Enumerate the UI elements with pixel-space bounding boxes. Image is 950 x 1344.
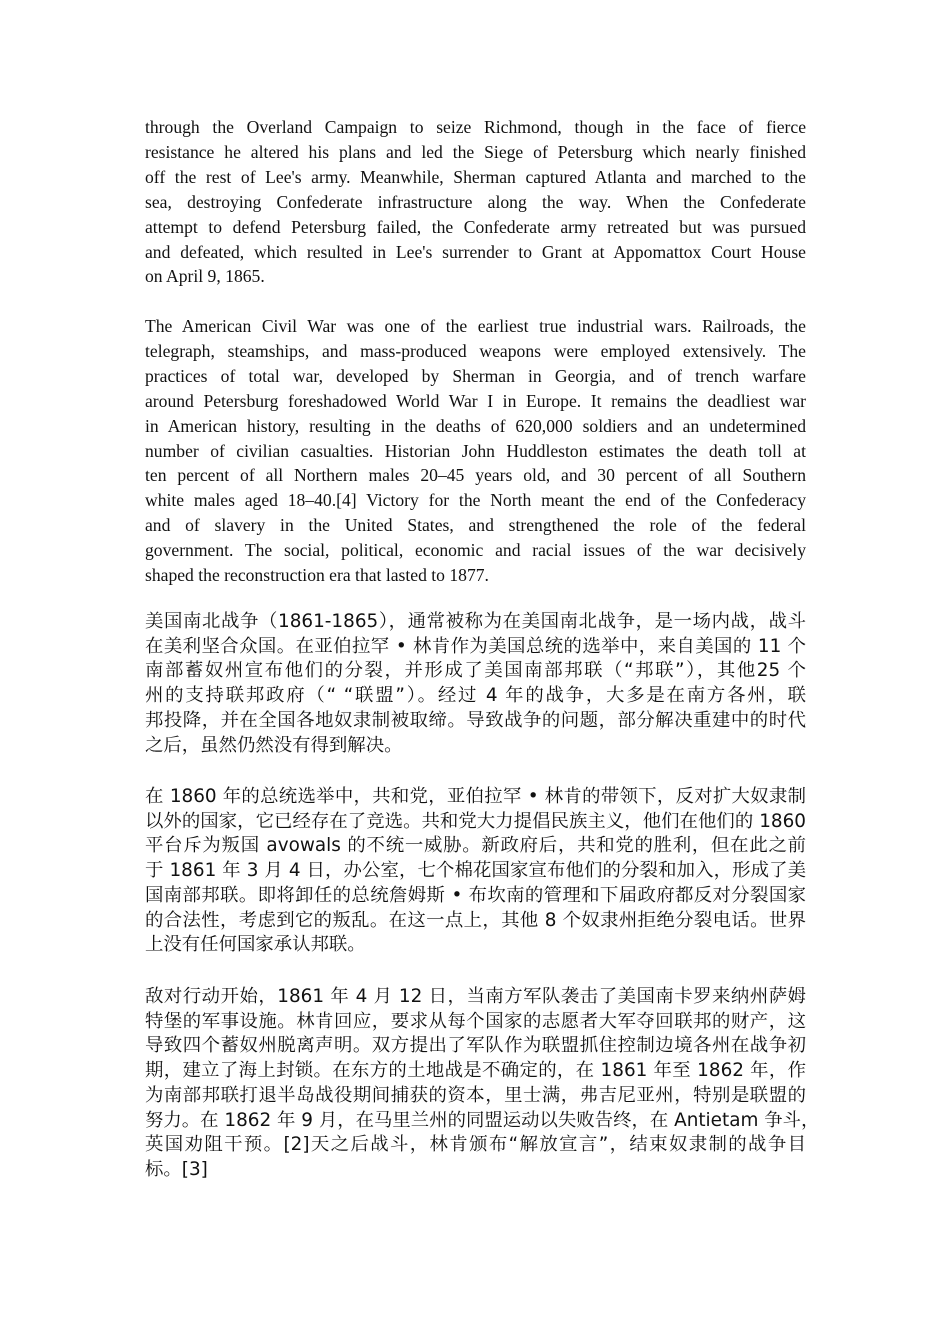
- text-line: 的合法性，考虑到它的叛乱。在这一点上，其他 8 个奴隶州拒绝分裂电话。世界: [145, 909, 806, 931]
- text-line: 在美利坚合众国。在亚伯拉罕 • 林肯作为美国总统的选举中，来自美国的 11 个: [145, 635, 806, 657]
- text-line: 标。[3]: [145, 1158, 208, 1180]
- text-line: ten percent of all Northern males 20–45 years old, and 30 percent of all Southern: [145, 465, 806, 486]
- text-line: around Petersburg foreshadowed World War I in Europe. It remains the deadliest war: [145, 390, 806, 411]
- text-line: white males aged 18–40.[4] Victory for the North meant the end of the Confederacy: [145, 490, 806, 511]
- text-line: 导致四个蓄奴州脱离声明。双方提出了军队作为联盟抓住控制边境各州在战争初: [145, 1035, 806, 1057]
- text-line: 之后，虽然仍然没有得到解决。: [145, 734, 403, 756]
- paragraph-overland-campaign: [145, 115, 806, 289]
- text-line: shaped the reconstruction era that lasted to 1877.: [145, 565, 489, 586]
- text-line: 于 1861 年 3 月 4 日，办公室，七个棉花国家宣布他们的分裂和加入，形成了美: [145, 860, 806, 882]
- text-line: 国南部邦联。即将卸任的总统詹姆斯 • 布坎南的管理和下届政府都反对分裂国家: [145, 884, 806, 906]
- paragraph-1860-election-zh: [145, 785, 806, 958]
- text-line: in American history, resulting in the deaths of 620,000 soldiers and an undetermined: [145, 415, 806, 436]
- text-line: through the Overland Campaign to seize Richmond, though in the face of fierce: [145, 117, 806, 137]
- text-line: resistance he altered his plans and led the Siege of Petersburg which nearly finished: [145, 141, 806, 162]
- text-line: off the rest of Lee's army. Meanwhile, Sherman captured Atlanta and marched to the: [145, 166, 806, 187]
- paragraph-civil-war-overview-zh: [145, 610, 806, 758]
- text-line: sea, destroying Confederate infrastructure along the way. When the Confederate: [145, 191, 806, 212]
- text-line: 敌对行动开始，1861 年 4 月 12 日，当南方军队袭击了美国南卡罗来纳州萨姆: [145, 986, 806, 1007]
- text-line: 为南部邦联打退半岛战役期间捕获的资本，里士满，弗吉尼亚州，特别是联盟的: [145, 1084, 806, 1106]
- paragraph-hostilities-begin-zh: [145, 985, 820, 1183]
- text-line: telegraph, steamships, and mass-produced weapons were employed extensively. The: [145, 340, 806, 361]
- text-line: government. The social, political, economic and racial issues of the war decisively: [145, 540, 806, 561]
- text-line: 平台斥为叛国 avowals 的不统一威胁。新政府后，共和党的胜利，但在此之前: [145, 835, 806, 857]
- text-line: on April 9, 1865.: [145, 266, 265, 287]
- text-line: 上没有任何国家承认邦联。: [145, 934, 366, 956]
- text-line: 邦投降，并在全国各地奴隶制被取缔。导致战争的问题，部分解决重建中的时代: [145, 709, 806, 731]
- text-line: attempt to defend Petersburg failed, the Confederate army retreated but was pursued: [145, 216, 806, 237]
- text-line: 在 1860 年的总统选举中，共和党，亚伯拉罕 • 林肯的带领下，反对扩大奴隶制: [145, 786, 806, 807]
- text-line: practices of total war, developed by Sherman in Georgia, and of trench warfare: [145, 365, 806, 386]
- text-line: 南部蓄奴州宣布他们的分裂，并形成了美国南部邦联（“邦联”），其他25 个: [145, 660, 806, 682]
- text-line: and defeated, which resulted in Lee's surrender to Grant at Appomattox Court House: [145, 241, 806, 262]
- text-line: The American Civil War was one of the earliest true industrial wars. Railroads, the: [145, 316, 806, 336]
- text-line: 以外的国家，它已经存在了竞选。共和党大力提倡民族主义，他们在他们的 1860: [145, 810, 806, 832]
- text-line: 特堡的军事设施。林肯回应，要求从每个国家的志愿者大军夺回联邦的财产，这: [145, 1010, 806, 1032]
- text-line: and of slavery in the United States, and strengthened the role of the federal: [145, 515, 806, 536]
- text-line: 努力。在 1862 年 9 月，在马里兰州的同盟运动以失败告终，在 Antietam 争斗，: [145, 1109, 820, 1131]
- text-line: 州的支持联邦政府（“ “联盟”）。经过 4 年的战争，大多是在南方各州，联: [145, 685, 806, 707]
- text-line: 期，建立了海上封锁。在东方的土地战是不确定的，在 1861 年至 1862 年，作: [145, 1060, 806, 1082]
- text-line: 美国南北战争（1861-1865），通常被称为在美国南北战争，是一场内战，战斗: [145, 611, 806, 632]
- text-line: number of civilian casualties. Historian John Huddleston estimates the death toll at: [145, 440, 806, 461]
- text-line: 英国劝阻干预。[2]天之后战斗，林肯颁布“解放宣言”，结束奴隶制的战争目: [145, 1134, 806, 1156]
- paragraph-industrial-war: [145, 314, 806, 588]
